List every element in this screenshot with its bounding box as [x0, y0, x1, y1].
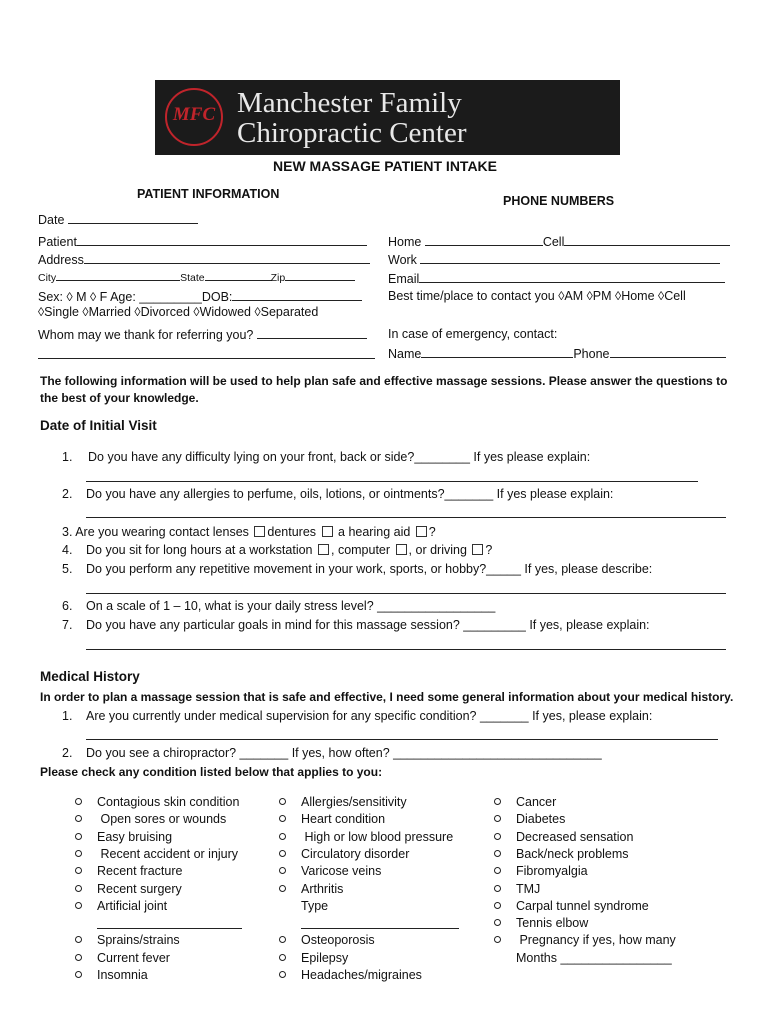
- condition-item[interactable]: [75, 882, 182, 896]
- date-label: Date: [38, 213, 65, 227]
- clinic-logo: [155, 80, 620, 155]
- condition-item[interactable]: [279, 968, 422, 982]
- condition-item[interactable]: [75, 899, 167, 913]
- phone-numbers-heading: PHONE NUMBERS: [503, 194, 615, 208]
- email-field[interactable]: [388, 271, 725, 286]
- condition-item[interactable]: [279, 795, 407, 809]
- zip-label: Zip: [270, 272, 286, 284]
- checkbox-circle-icon[interactable]: [75, 798, 82, 805]
- medical-intro: In order to plan a massage session that is safe and effective, I need some general information about your medical history.: [40, 690, 734, 704]
- condition-item[interactable]: [75, 830, 172, 844]
- checkbox-circle-icon[interactable]: [494, 936, 501, 943]
- q5-number: 5.: [62, 562, 73, 576]
- condition-item[interactable]: [494, 830, 633, 844]
- q4-driving-label: , or driving: [408, 543, 467, 557]
- condition-item[interactable]: [494, 847, 629, 861]
- work-label: Work: [388, 253, 417, 267]
- name-label: Name: [388, 347, 422, 361]
- condition-item[interactable]: [494, 882, 540, 896]
- logo-mark: MFC: [172, 104, 216, 125]
- q5-answer-line[interactable]: [86, 593, 726, 594]
- condition-label: Osteoporosis: [301, 933, 375, 948]
- condition-label: Heart condition: [301, 812, 386, 827]
- condition-item[interactable]: [494, 812, 565, 826]
- checkbox-circle-icon[interactable]: [494, 867, 501, 874]
- checkbox-circle-icon[interactable]: [494, 919, 501, 926]
- emergency-label: In case of emergency, contact:: [388, 327, 558, 341]
- state-label: State: [180, 272, 205, 284]
- condition-label: Arthritis: [301, 881, 344, 896]
- home-label: Home: [388, 235, 422, 249]
- condition-item[interactable]: [75, 795, 239, 809]
- computer-checkbox[interactable]: [396, 544, 407, 555]
- condition-label: Cancer: [516, 795, 557, 809]
- q4-text: Do you sit for long hours at a workstation: [86, 543, 313, 557]
- condition-label: Recent fracture: [97, 864, 183, 879]
- condition-label: Diabetes: [516, 812, 566, 827]
- arthritis-type-line[interactable]: [301, 928, 459, 929]
- checkbox-circle-icon[interactable]: [75, 867, 82, 874]
- patient-label: Patient: [38, 235, 77, 249]
- contact-lenses-checkbox[interactable]: [254, 526, 265, 537]
- home-cell-field[interactable]: [388, 234, 730, 249]
- checkbox-circle-icon[interactable]: [75, 815, 82, 822]
- q4-number: 4.: [62, 543, 73, 557]
- q3-row: [62, 525, 436, 539]
- form-title: NEW MASSAGE PATIENT INTAKE: [273, 158, 497, 174]
- patient-info-heading: PATIENT INFORMATION: [137, 187, 280, 201]
- m2-text: Do you see a chiropractor? _______ If yes, how often? ______________________________: [86, 746, 602, 760]
- m1-number: 1.: [62, 709, 73, 723]
- condition-item[interactable]: [279, 864, 381, 878]
- condition-item[interactable]: [494, 933, 676, 947]
- checkbox-circle-icon[interactable]: [75, 850, 82, 857]
- condition-label: Recent surgery: [97, 881, 182, 896]
- condition-item[interactable]: [75, 812, 226, 826]
- condition-label: Type: [301, 898, 329, 913]
- best-contact-field[interactable]: [388, 289, 686, 303]
- city-label: City: [38, 272, 57, 284]
- condition-label: Fibromyalgia: [516, 864, 588, 879]
- condition-label: Varicose veins: [301, 864, 382, 879]
- checkbox-circle-icon[interactable]: [75, 833, 82, 840]
- checkbox-circle-icon[interactable]: [494, 815, 501, 822]
- condition-label: Epilepsy: [301, 950, 349, 965]
- initial-visit-heading: Date of Initial Visit: [40, 418, 157, 433]
- condition-item[interactable]: [279, 830, 453, 844]
- condition-label: Back/neck problems: [516, 846, 629, 861]
- condition-label: Easy bruising: [97, 829, 173, 844]
- condition-item[interactable]: [75, 864, 182, 878]
- q6-text: On a scale of 1 – 10, what is your daily stress level? _________________: [86, 599, 496, 613]
- hearing-aid-checkbox[interactable]: [416, 526, 427, 537]
- condition-label: Tennis elbow: [516, 916, 589, 931]
- checkbox-circle-icon[interactable]: [279, 798, 286, 805]
- q2-answer-line[interactable]: [86, 517, 726, 518]
- address-field[interactable]: [38, 252, 370, 267]
- cell-label: Cell: [542, 235, 565, 249]
- condition-item[interactable]: [494, 951, 672, 965]
- q2-text: Do you have any allergies to perfume, oils, lotions, or ointments?_______ If yes please explain:: [86, 487, 614, 501]
- m1-answer-line[interactable]: [86, 739, 718, 740]
- logo-name-line2: Chiropractic Center: [237, 117, 467, 149]
- q1-text: Do you have any difficulty lying on your front, back or side?________ If yes please explain:: [88, 450, 591, 464]
- checkbox-circle-icon[interactable]: [279, 885, 286, 892]
- checkbox-circle-icon[interactable]: [494, 833, 501, 840]
- condition-label: Headaches/migraines: [301, 968, 422, 982]
- q7-answer-line[interactable]: [86, 649, 726, 650]
- q7-text: Do you have any particular goals in mind for this massage session? _________ If yes, please explain:: [86, 618, 650, 632]
- condition-item[interactable]: [494, 864, 588, 878]
- q1-number: 1.: [62, 450, 73, 464]
- condition-label: Decreased sensation: [516, 829, 634, 844]
- checkbox-circle-icon[interactable]: [279, 867, 286, 874]
- address-label: Address: [38, 253, 84, 267]
- checkbox-circle-icon[interactable]: [75, 902, 82, 909]
- driving-checkbox[interactable]: [472, 544, 483, 555]
- email-label: Email: [388, 272, 420, 286]
- condition-item[interactable]: [494, 899, 649, 913]
- q3-end: ?: [428, 525, 436, 539]
- condition-item[interactable]: [279, 812, 385, 826]
- q5-text: Do you perform any repetitive movement in your work, sports, or hobby?_____ If yes, please describe:: [86, 562, 653, 576]
- condition-item[interactable]: [279, 899, 328, 913]
- sex-age-dob-label: Sex: ◊ M ◊ F Age: _________DOB:: [38, 290, 233, 304]
- condition-label: High or low blood pressure: [301, 829, 454, 844]
- work-field[interactable]: [388, 252, 720, 267]
- checkbox-circle-icon[interactable]: [279, 815, 286, 822]
- condition-label: Insomnia: [97, 968, 148, 982]
- condition-label: Pregnancy if yes, how many: [516, 933, 676, 948]
- q3-hearing-aid-label: a hearing aid: [338, 525, 411, 539]
- checkbox-circle-icon[interactable]: [494, 798, 501, 805]
- checkbox-circle-icon[interactable]: [75, 971, 82, 978]
- referral-field[interactable]: [38, 327, 367, 342]
- condition-label: Sprains/strains: [97, 933, 180, 948]
- q6-number: 6.: [62, 599, 73, 613]
- checkbox-circle-icon[interactable]: [279, 971, 286, 978]
- check-conditions-heading: Please check any condition listed below that applies to you:: [40, 765, 383, 779]
- q3-text: 3. Are you wearing contact lenses: [62, 525, 249, 539]
- emergency-name-phone-field[interactable]: [388, 346, 726, 361]
- city-state-zip-field[interactable]: [38, 271, 355, 284]
- m1-text: Are you currently under medical supervision for any specific condition? _______ If yes, please explain:: [86, 709, 653, 723]
- date-field[interactable]: [38, 212, 198, 227]
- condition-item[interactable]: [279, 847, 409, 861]
- workstation-checkbox[interactable]: [318, 544, 329, 555]
- condition-label: Artificial joint: [97, 898, 168, 913]
- condition-item[interactable]: [75, 933, 180, 947]
- q7-number: 7.: [62, 618, 73, 632]
- condition-label: TMJ: [516, 881, 541, 896]
- checkbox-circle-icon[interactable]: [494, 902, 501, 909]
- condition-item[interactable]: [75, 847, 238, 861]
- checkbox-circle-icon[interactable]: [75, 885, 82, 892]
- logo-name-line1: Manchester Family: [237, 87, 462, 119]
- checkbox-circle-icon[interactable]: [279, 954, 286, 961]
- referral-line[interactable]: [38, 358, 375, 359]
- condition-label: Current fever: [97, 950, 170, 965]
- condition-label: Circulatory disorder: [301, 846, 410, 861]
- q4-computer-label: , computer: [331, 543, 391, 557]
- intro-paragraph: The following information will be used to help plan safe and effective massage sessions. Please answer the questions to the best of your knowledge.: [40, 374, 728, 405]
- condition-item[interactable]: [279, 933, 375, 947]
- condition-item[interactable]: [494, 795, 556, 809]
- condition-item[interactable]: [75, 951, 170, 965]
- best-contact-label: Best time/place to contact you ◊AM ◊PM ◊Home ◊Cell: [388, 289, 686, 303]
- referral-label: Whom may we thank for referring you?: [38, 328, 254, 342]
- checkbox-circle-icon[interactable]: [75, 936, 82, 943]
- medical-history-heading: Medical History: [40, 669, 140, 684]
- q4-end: ?: [485, 543, 493, 557]
- patient-field[interactable]: [38, 234, 367, 249]
- dentures-checkbox[interactable]: [322, 526, 333, 537]
- artificial-joint-line[interactable]: [97, 928, 242, 929]
- condition-item[interactable]: [279, 951, 348, 965]
- checkbox-circle-icon[interactable]: [279, 850, 286, 857]
- condition-label: Contagious skin condition: [97, 795, 240, 809]
- q3-dentures-label: dentures: [267, 525, 317, 539]
- sex-age-dob-field[interactable]: [38, 289, 362, 304]
- condition-item[interactable]: [494, 916, 588, 930]
- q2-number: 2.: [62, 487, 73, 501]
- condition-label: Carpal tunnel syndrome: [516, 898, 649, 913]
- condition-label: Allergies/sensitivity: [301, 795, 407, 809]
- marital-status-label: ◊Single ◊Married ◊Divorced ◊Widowed ◊Separated: [38, 305, 319, 319]
- m2-number: 2.: [62, 746, 73, 760]
- condition-label: Recent accident or injury: [97, 846, 239, 861]
- condition-label: Months ________________: [516, 950, 672, 965]
- condition-item[interactable]: [75, 968, 148, 982]
- checkbox-circle-icon[interactable]: [494, 885, 501, 892]
- phone-label: Phone: [573, 347, 610, 361]
- q4-row: [86, 543, 492, 557]
- checkbox-circle-icon[interactable]: [494, 850, 501, 857]
- condition-item[interactable]: [279, 882, 343, 896]
- checkbox-circle-icon[interactable]: [279, 936, 286, 943]
- checkbox-circle-icon[interactable]: [75, 954, 82, 961]
- checkbox-circle-icon[interactable]: [279, 833, 286, 840]
- condition-label: Open sores or wounds: [97, 812, 227, 827]
- q1-answer-line[interactable]: [86, 481, 698, 482]
- marital-status-field[interactable]: [38, 305, 318, 319]
